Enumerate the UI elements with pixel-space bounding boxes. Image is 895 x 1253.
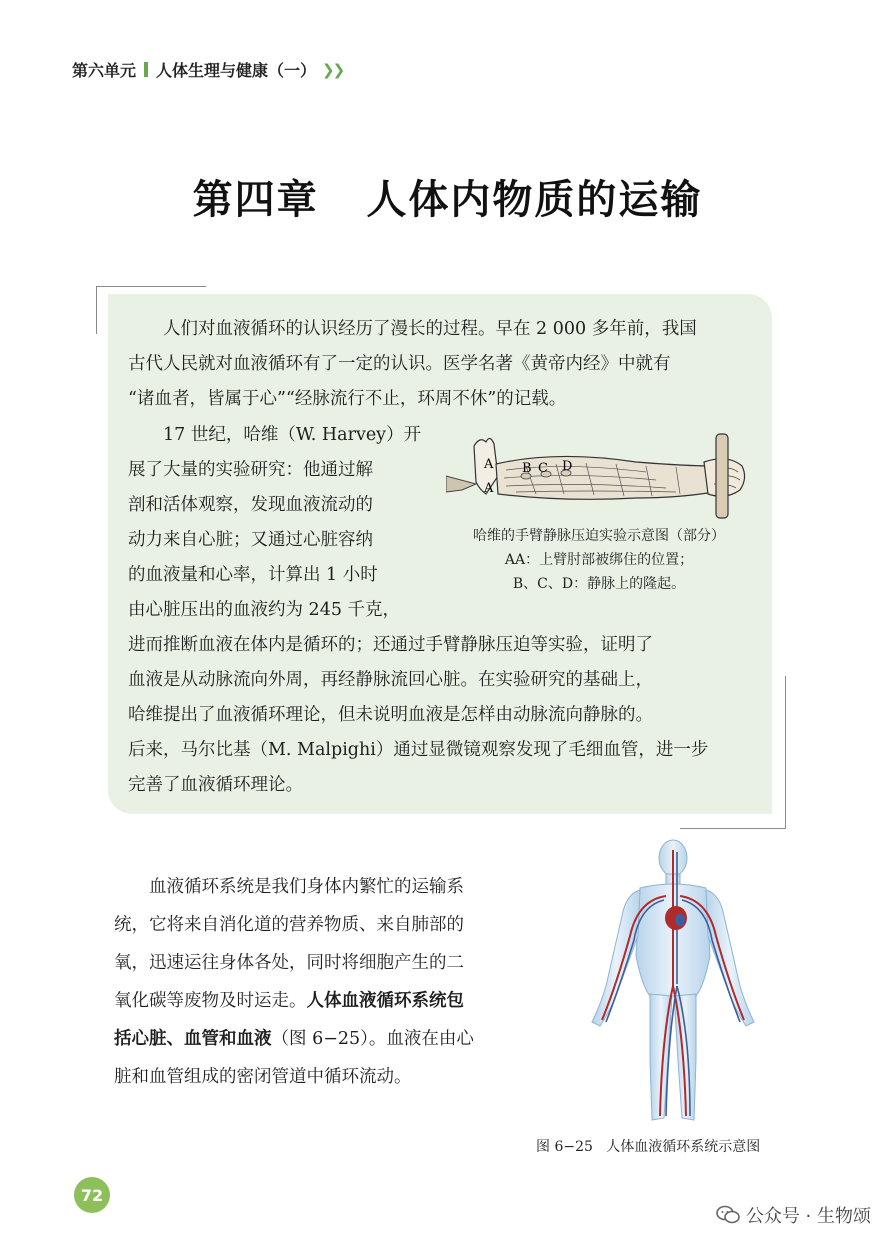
watermark-text: 公众号 · 生物颂 <box>745 1206 871 1227</box>
page-number: 72 <box>74 1177 110 1213</box>
frame-corner-line <box>680 828 786 829</box>
history-paragraph-2 <box>128 418 421 628</box>
text-span: （图 6−25）。血液在由心 <box>271 1029 474 1049</box>
text-line: 人们对血液循环的认识经历了漫长的过程。早在 2 000 多年前，我国 <box>128 319 697 339</box>
text-line: 脏和血管组成的密闭管道中循环流动。 <box>114 1067 412 1087</box>
wechat-icon <box>716 1205 740 1225</box>
text-span: 氧化碳等废物及时运走。 <box>114 991 307 1011</box>
text-line: 17 世纪，哈维（W. Harvey）开 <box>128 425 422 445</box>
history-paragraph-3 <box>128 628 708 803</box>
caption-line: B、C、D：静脉上的隆起。 <box>512 576 686 592</box>
circulatory-system-paragraph <box>114 868 474 1096</box>
chapter-title: 第四章 人体内物质的运输 <box>192 177 703 223</box>
unit-label: 第六单元 <box>72 61 137 80</box>
history-paragraph-1 <box>128 312 697 417</box>
figure-label-c: C <box>538 461 548 476</box>
text-line: 后来，马尔比基（M. Malpighi）通过显微镜观察发现了毛细血管，进一步 <box>128 740 709 760</box>
figure-label-a-top: A <box>484 457 494 472</box>
bold-text: 括心脏、血管和血液 <box>114 1029 272 1049</box>
unit-title: 人体生理与健康（一） <box>156 61 317 80</box>
text-line: 血液是从动脉流向外周，再经静脉流回心脏。在实验研究的基础上， <box>128 670 653 690</box>
text-line: 的血液量和心率，计算出 1 小时 <box>128 565 378 585</box>
frame-corner-line <box>96 286 206 287</box>
circulatory-figure-caption: 图 6−25 人体血液循环系统示意图 <box>536 1139 761 1155</box>
text-line: 古代人民就对血液循环有了一定的认识。医学名著《黄帝内经》中就有 <box>128 354 671 374</box>
frame-corner-line <box>96 286 97 334</box>
double-chevron-icon: ❯❯ <box>322 60 344 79</box>
caption-line: 哈维的手臂静脉压迫实验示意图（部分） <box>473 528 725 544</box>
text-line: 剖和活体观察，发现血液流动的 <box>128 495 373 515</box>
harvey-arm-illustration <box>446 432 752 520</box>
text-line: 统，它将来自消化道的营养物质、来自肺部的 <box>114 915 464 935</box>
text-line: 氧，迅速运往身体各处，同时将细胞产生的二 <box>114 953 464 973</box>
arm-figure-caption <box>446 524 752 596</box>
figure-label-a-bottom: A <box>484 481 494 496</box>
figure-label-b: B <box>522 461 532 476</box>
header-divider <box>144 62 148 77</box>
text-line <box>114 982 474 1020</box>
text-line <box>114 1020 474 1058</box>
wechat-watermark <box>716 1202 871 1228</box>
text-line: 动力来自心脏；又通过心脏容纳 <box>128 530 373 550</box>
bold-text: 人体血液循环系统包 <box>306 991 464 1011</box>
figure-label-d: D <box>562 459 573 474</box>
text-line: 由心脏压出的血液约为 245 千克， <box>128 600 401 620</box>
text-line: 血液循环系统是我们身体内繁忙的运输系 <box>114 877 464 897</box>
text-line: 完善了血液循环理论。 <box>128 775 303 795</box>
text-line: “诸血者，皆属于心”“经脉流行不止，环周不休”的记载。 <box>128 389 567 409</box>
text-line: 进而推断血液在体内是循环的；还通过手臂静脉压迫等实验，证明了 <box>128 635 653 655</box>
human-circulatory-system-illustration <box>578 836 768 1132</box>
text-line: 展了大量的实验研究：他通过解 <box>128 460 373 480</box>
text-line: 哈维提出了血液循环理论，但未说明血液是怎样由动脉流向静脉的。 <box>128 705 653 725</box>
caption-line: AA：上臂肘部被绑住的位置； <box>504 552 694 568</box>
unit-header <box>72 58 343 81</box>
frame-corner-line <box>785 676 786 829</box>
